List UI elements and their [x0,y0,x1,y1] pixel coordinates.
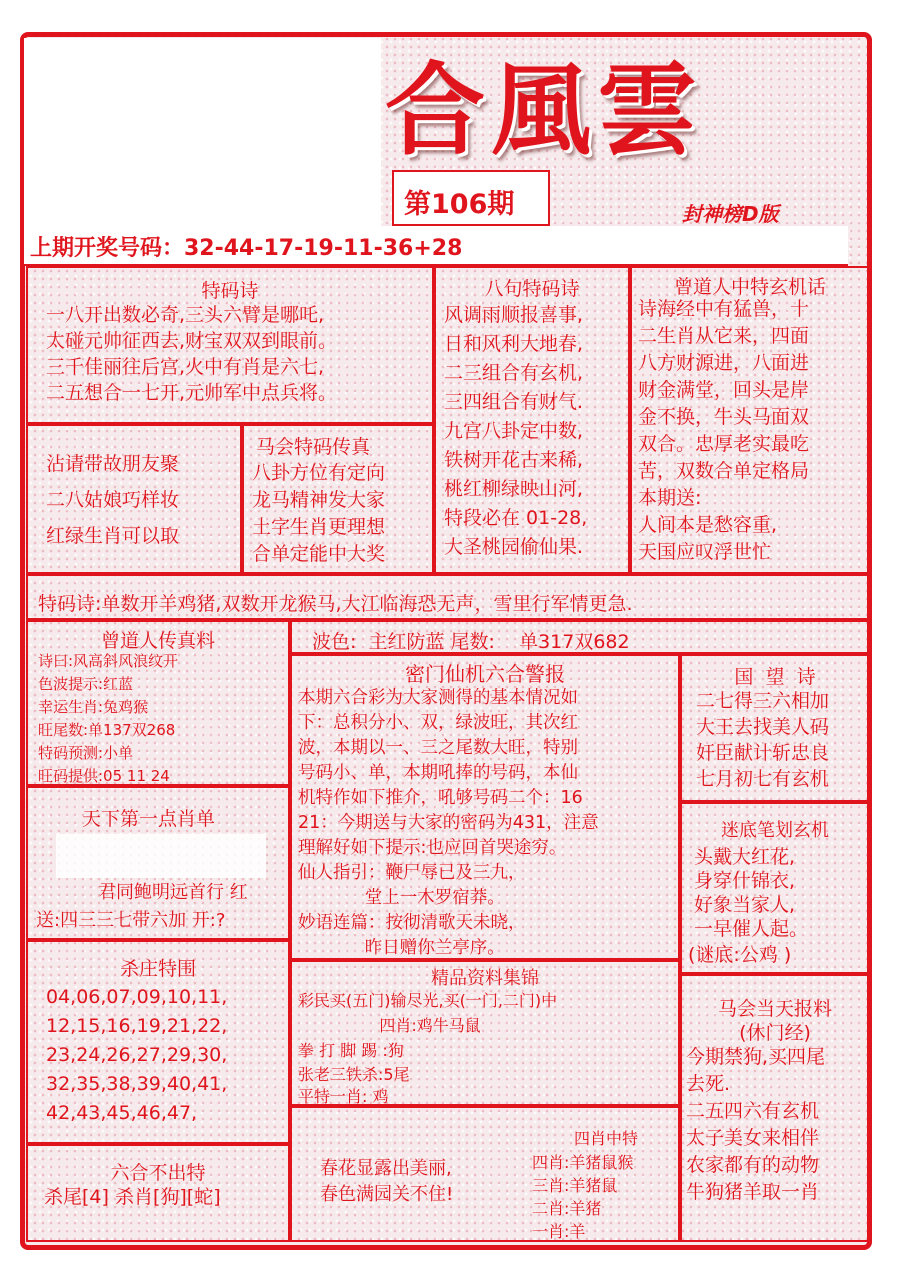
poem-line: 风调雨顺报喜事, [444,304,584,326]
panel-title: 特码诗 [201,280,259,302]
last-draw-bar [24,226,848,266]
text-line: 杀尾[4] 杀肖[狗][蛇] [44,1186,221,1208]
panel-wave-color [290,620,870,654]
panel-subtitle: (休门经) [739,1022,811,1044]
number-line: 23,24,26,27,29,30, [46,1044,228,1066]
panel-title: 马会当天报料 [717,998,832,1020]
text-line: 彩民买(五门)输尽光,买(一门,二门)中 [298,991,558,1010]
text-line: 二五四六有玄机 [686,1100,820,1122]
riddle-line: 好象当家人, [694,894,796,916]
info-line: 幸运生肖:兔鸡猴 [38,698,149,716]
poem-line: 一八开出数必奇,三头六臂是哪吒, [46,304,325,326]
text-line: 双合。忠厚老实最吃 [638,433,810,455]
panel-title: 马会特码传真 [256,436,371,458]
panel-title: 迷底笔划玄机 [721,820,829,841]
poem-line: 三千佳丽往后宫,火中有肖是六七, [46,356,325,378]
panel-secret-gate [290,654,680,960]
poem-line: 合单定能中大奖 [252,543,386,565]
text-line: 波，本期以一、三之尾数大旺，特别 [298,738,578,758]
text-line: 妙语连篇：按彻清歌天未晓， [298,913,526,933]
poem-line: 二五想合一七开,元帅军中点兵将。 [46,382,338,404]
poem-line: 七月初七有玄机 [696,768,830,790]
blank-patch [56,834,266,878]
text-line: 本期六合彩为大家测得的基本情况如 [298,688,578,708]
tema-strip [26,574,870,620]
panel-zeng-fax [26,620,290,786]
info-line: 诗曰:风高斜风浪纹开 [38,652,179,670]
poem-line: 红绿生肖可以取 [46,525,180,547]
panel-kill-dealer [26,940,290,1144]
text-line: 号码小、单，本期吼捧的号码，本仙 [298,763,578,783]
panel-title: 曾道人传真料 [100,630,215,652]
poem-line: 特段必在 01-28, [444,507,588,529]
panel-friends-poem [26,424,242,574]
text-line: 天国应叹浮世忙 [638,541,772,563]
number-line: 32,35,38,39,40,41, [46,1073,228,1095]
panel-title: 国 望 诗 [734,666,816,688]
text-line: 今期禁狗,买四尾 [686,1046,826,1068]
poem-line: 桃红柳绿映山河, [444,478,584,500]
zodiac-line: 三肖:羊猪鼠 [532,1176,618,1195]
panel-tema-poem [26,266,434,424]
text-line: 农家都有的动物 [686,1154,820,1176]
text-line: 机特作如下推介，吼够号码二个：16 [298,788,583,808]
poem-line: 铁树开花古来稀, [444,449,584,471]
text-line: 送:四三三七带六加 开:? [36,910,226,931]
text-line: 人间本是愁容重, [638,514,778,536]
poem-line: 龙马精神发大家 [252,489,386,511]
panel-selected-info [290,960,680,1106]
panel-mahui-fax [242,424,434,574]
info-line: 旺码提供:05 11 24 [38,767,170,785]
issue-badge [392,170,550,226]
logo-text: 合風雲 [385,51,703,169]
text-line: 苦，双数合单定格局 [638,460,810,482]
riddle-line: 身穿什锦衣, [694,870,796,892]
text-line: 平特一肖: 鸡 [298,1087,389,1106]
poem-line: 太碰元帅征西去,财宝双双到眼前。 [46,330,338,352]
text-line: 太子美女来相伴 [686,1127,820,1149]
four-zodiac-title: 四肖中特 [574,1129,639,1148]
text-line: 昨日赠你兰亭序。 [298,938,505,958]
poem-line: 土字生肖更理想 [252,516,386,538]
header-blank-panel [24,38,381,250]
edition-label: 封神榜D版 [682,202,779,226]
number-line: 42,43,45,46,47, [46,1102,198,1124]
text-line: 张老三铁杀:5尾 [298,1065,410,1084]
strip-text: 特码诗:单数开羊鸡猪,双数开龙猴马,大江临海恐无声，雪里行军情更急. [38,593,633,615]
poem-line: 八卦方位有定向 [252,462,386,484]
riddle-line: 头戴大红花, [694,846,796,868]
text-line: 二生肖从它来，四面 [638,325,810,347]
info-line: 色波提示:红蓝 [38,675,134,693]
text-line: 八方财源进，八面进 [638,352,810,374]
panel-title: 密门仙机六合警报 [405,662,565,686]
text-line: 君同鲍明远首行 红 [98,882,248,903]
panel-no-special [26,1144,290,1242]
poem-line: 二七得三六相加 [696,690,830,712]
riddle-line: 一早催人起。 [694,918,809,940]
panel-title: 六合不出特 [110,1162,206,1184]
poem-line: 奸臣献计斩忠良 [696,742,830,764]
poem-line: 大圣桃园偷仙果. [444,536,584,558]
text-line: 理解好如下提示:也应回首哭途穷。 [298,838,567,858]
panel-title: 杀庄特围 [119,958,196,980]
info-line: 特码预测:小单 [38,744,134,762]
poem-line: 日和风利大地春, [444,333,584,355]
poem-line: 二三组合有玄机, [444,362,584,384]
text-line: 21：今期送与大家的密码为431，注意 [298,813,599,833]
issue-number: 第106期 [404,189,515,220]
number-line: 04,06,07,09,10,11, [46,986,228,1008]
panel-title: 曾道人中特玄机话 [673,276,826,298]
panel-four-zodiac [290,1106,680,1242]
wave-text: 波色: 主红防蓝 尾数: 单317双682 [312,631,630,653]
number-line: 12,15,16,19,21,22, [46,1015,228,1037]
poem-line: 大王去找美人码 [696,716,830,738]
text-line: 堂上一木罗宿莽。 [298,888,505,908]
poem-line: 三四组合有财气. [444,391,584,413]
riddle-answer: (谜底:公鸡 ) [688,944,792,966]
panel-eight-line-poem [434,266,630,574]
zodiac-line: 一肖:羊 [532,1222,586,1241]
text-line: 四肖:鸡牛马鼠 [298,1016,481,1035]
panel-title: 八句特码诗 [484,278,580,300]
text-line: 财金满堂，回头是岸 [638,379,810,401]
poem-line: 九宫八卦定中数, [444,420,584,442]
info-line: 旺尾数:单137双268 [38,721,176,739]
panel-zeng-mystery [630,266,870,574]
text-line: 仙人指引：鞭尸辱已及三九， [298,863,526,883]
text-line: 牛狗猪羊取一肖 [686,1181,820,1203]
panel-title: 天下第一点肖单 [82,808,216,830]
zodiac-line: 四肖:羊猪鼠猴 [532,1153,634,1172]
panel-mahui-report [680,974,870,1242]
poem-line: 春色满园关不住! [320,1184,454,1205]
panel-national-poem [680,654,870,802]
text-line: 金不换，牛头马面双 [638,406,810,428]
text-line: 拳 打 脚 踢 :狗 [298,1041,404,1060]
text-line: 诗海经中有猛兽，十 [638,298,810,320]
zodiac-line: 二肖:羊猪 [532,1199,602,1218]
poem-line: 春花显露出美丽, [320,1158,452,1179]
text-line: 去死. [686,1073,731,1095]
poem-line: 沾请带故朋友聚 [46,453,180,475]
panel-riddle [680,802,870,974]
text-line: 下：总积分小、双，绿波旺，其次红 [298,713,578,733]
panel-title: 精品资料集锦 [431,968,539,989]
text-line: 本期送: [638,487,702,509]
poem-line: 二八姑娘巧样妆 [46,489,180,511]
last-draw-text: 上期开奖号码：32-44-17-19-11-36+28 [30,236,463,261]
panel-first-zodiac [26,786,290,940]
